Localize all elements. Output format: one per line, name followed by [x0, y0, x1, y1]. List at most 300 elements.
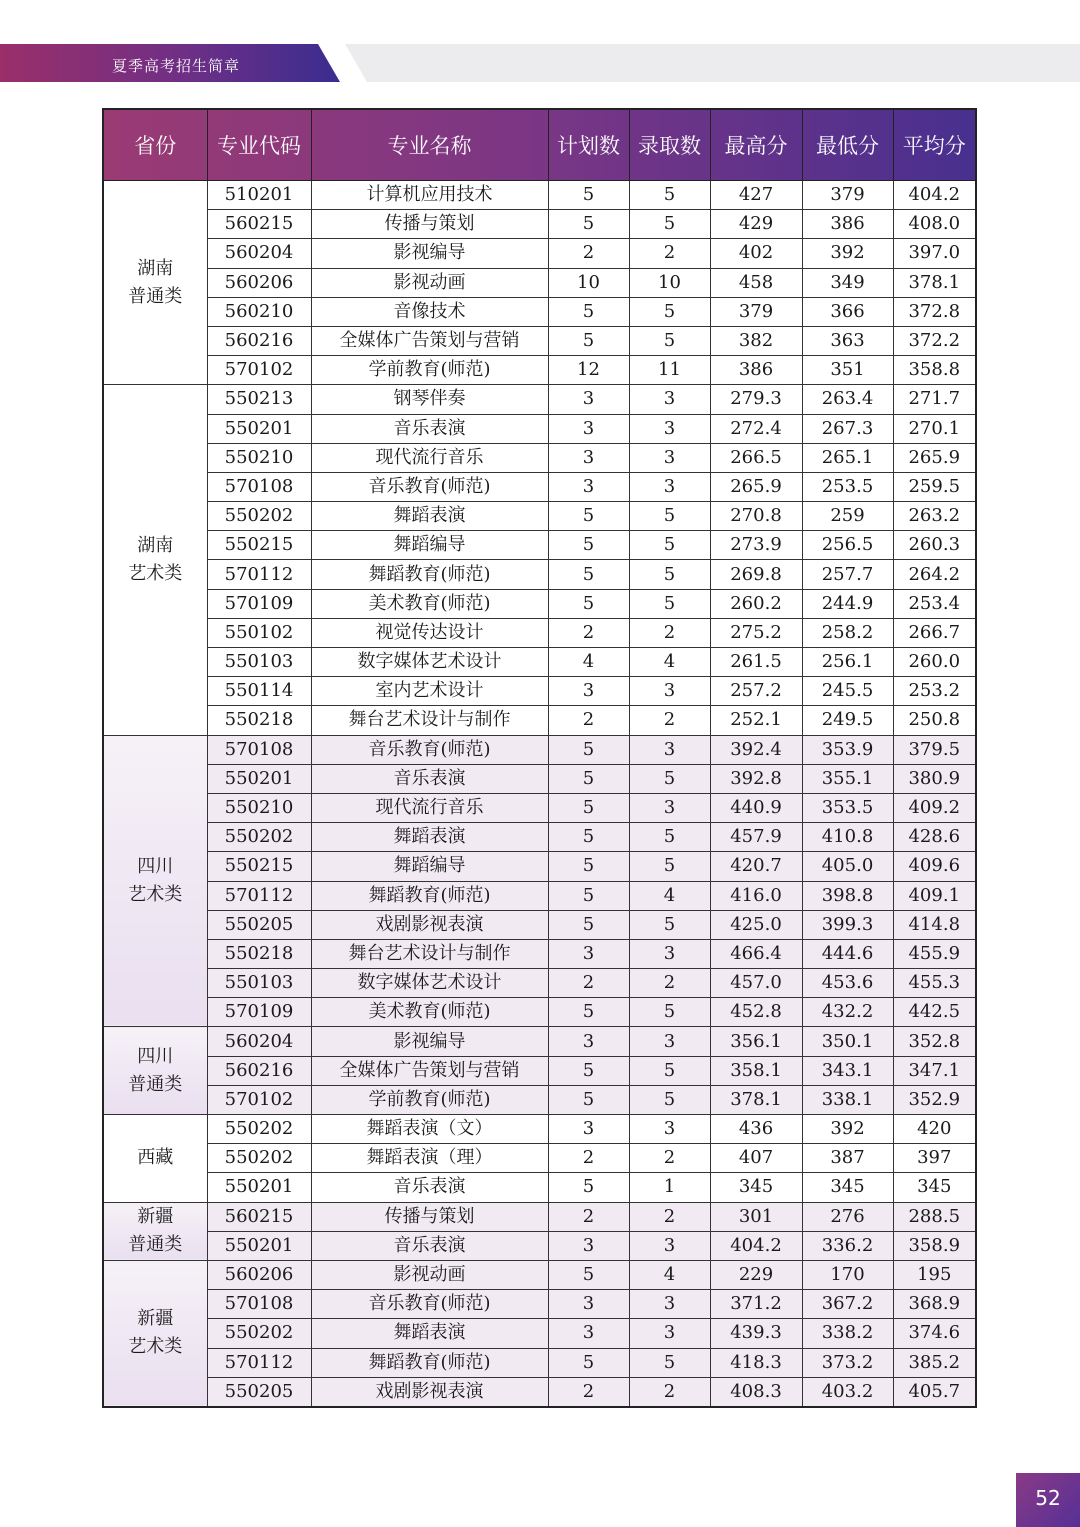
- avg-score-cell: 358.8: [893, 356, 976, 385]
- avg-score-cell: 352.8: [893, 1027, 976, 1056]
- major-code-cell: 550114: [207, 677, 311, 706]
- min-score-cell: 338.1: [802, 1085, 893, 1114]
- admitted-count-cell: 3: [629, 939, 710, 968]
- min-score-cell: 353.5: [802, 793, 893, 822]
- table-row: [103, 414, 976, 443]
- table-row: [103, 560, 976, 589]
- avg-score-cell: 250.8: [893, 706, 976, 735]
- major-name-cell: 全媒体广告策划与营销: [311, 1056, 548, 1085]
- avg-score-cell: 380.9: [893, 764, 976, 793]
- table-row: [103, 326, 976, 355]
- plan-count-cell: 5: [548, 531, 629, 560]
- table-row: [103, 1348, 976, 1377]
- major-name-cell: 音乐表演: [311, 414, 548, 443]
- plan-count-cell: 12: [548, 356, 629, 385]
- admitted-count-cell: 3: [629, 735, 710, 764]
- plan-count-cell: 3: [548, 1027, 629, 1056]
- table-row: [103, 1056, 976, 1085]
- major-code-cell: 550202: [207, 1319, 311, 1348]
- plan-count-cell: 5: [548, 1085, 629, 1114]
- major-code-cell: 550215: [207, 531, 311, 560]
- table-row: [103, 823, 976, 852]
- major-code-cell: 560206: [207, 268, 311, 297]
- major-code-cell: 550202: [207, 823, 311, 852]
- avg-score-cell: 195: [893, 1260, 976, 1289]
- plan-count-cell: 5: [548, 1348, 629, 1377]
- plan-count-cell: 5: [548, 326, 629, 355]
- table-row: [103, 793, 976, 822]
- max-score-cell: 458: [710, 268, 802, 297]
- column-header: 最高分: [710, 109, 802, 181]
- major-name-cell: 影视动画: [311, 1260, 548, 1289]
- province-cell: 新疆 艺术类: [103, 1260, 207, 1406]
- max-score-cell: 407: [710, 1144, 802, 1173]
- plan-count-cell: 3: [548, 443, 629, 472]
- plan-count-cell: 5: [548, 793, 629, 822]
- major-code-cell: 560204: [207, 239, 311, 268]
- major-name-cell: 舞蹈表演: [311, 1319, 548, 1348]
- table-row: [103, 969, 976, 998]
- admitted-count-cell: 5: [629, 1085, 710, 1114]
- major-name-cell: 计算机应用技术: [311, 181, 548, 210]
- avg-score-cell: 288.5: [893, 1202, 976, 1231]
- province-cell: 湖南 艺术类: [103, 385, 207, 735]
- major-code-cell: 570108: [207, 472, 311, 501]
- plan-count-cell: 5: [548, 1056, 629, 1085]
- admitted-count-cell: 2: [629, 1202, 710, 1231]
- avg-score-cell: 404.2: [893, 181, 976, 210]
- table-row: [103, 618, 976, 647]
- admitted-count-cell: 3: [629, 472, 710, 501]
- admitted-count-cell: 5: [629, 910, 710, 939]
- max-score-cell: 378.1: [710, 1085, 802, 1114]
- min-score-cell: 343.1: [802, 1056, 893, 1085]
- major-name-cell: 音像技术: [311, 297, 548, 326]
- min-score-cell: 256.1: [802, 648, 893, 677]
- avg-score-cell: 260.0: [893, 648, 976, 677]
- plan-count-cell: 3: [548, 385, 629, 414]
- min-score-cell: 267.3: [802, 414, 893, 443]
- major-name-cell: 舞蹈表演: [311, 502, 548, 531]
- major-code-cell: 560215: [207, 1202, 311, 1231]
- max-score-cell: 418.3: [710, 1348, 802, 1377]
- max-score-cell: 386: [710, 356, 802, 385]
- max-score-cell: 269.8: [710, 560, 802, 589]
- admitted-count-cell: 11: [629, 356, 710, 385]
- table-row: [103, 1260, 976, 1289]
- column-header: 最低分: [802, 109, 893, 181]
- admitted-count-cell: 5: [629, 210, 710, 239]
- major-code-cell: 560215: [207, 210, 311, 239]
- min-score-cell: 398.8: [802, 881, 893, 910]
- avg-score-cell: 253.2: [893, 677, 976, 706]
- admitted-count-cell: 3: [629, 793, 710, 822]
- avg-score-cell: 442.5: [893, 998, 976, 1027]
- admitted-count-cell: 3: [629, 414, 710, 443]
- major-code-cell: 550205: [207, 1377, 311, 1407]
- major-name-cell: 现代流行音乐: [311, 793, 548, 822]
- major-name-cell: 学前教育(师范): [311, 356, 548, 385]
- plan-count-cell: 3: [548, 677, 629, 706]
- min-score-cell: 355.1: [802, 764, 893, 793]
- column-header: 录取数: [629, 109, 710, 181]
- plan-count-cell: 5: [548, 998, 629, 1027]
- plan-count-cell: 5: [548, 210, 629, 239]
- plan-count-cell: 4: [548, 648, 629, 677]
- table-row: [103, 472, 976, 501]
- avg-score-cell: 428.6: [893, 823, 976, 852]
- avg-score-cell: 409.6: [893, 852, 976, 881]
- column-header: 专业名称: [311, 109, 548, 181]
- major-code-cell: 570108: [207, 735, 311, 764]
- admitted-count-cell: 5: [629, 852, 710, 881]
- major-code-cell: 550218: [207, 939, 311, 968]
- major-code-cell: 570112: [207, 560, 311, 589]
- min-score-cell: 244.9: [802, 589, 893, 618]
- table-row: [103, 852, 976, 881]
- major-name-cell: 音乐教育(师范): [311, 472, 548, 501]
- min-score-cell: 373.2: [802, 1348, 893, 1377]
- major-name-cell: 现代流行音乐: [311, 443, 548, 472]
- table-row: [103, 385, 976, 414]
- admitted-count-cell: 2: [629, 706, 710, 735]
- plan-count-cell: 5: [548, 764, 629, 793]
- table-row: [103, 502, 976, 531]
- max-score-cell: 452.8: [710, 998, 802, 1027]
- major-code-cell: 550218: [207, 706, 311, 735]
- max-score-cell: 436: [710, 1115, 802, 1144]
- max-score-cell: 301: [710, 1202, 802, 1231]
- plan-count-cell: 5: [548, 852, 629, 881]
- major-name-cell: 视觉传达设计: [311, 618, 548, 647]
- admitted-count-cell: 5: [629, 502, 710, 531]
- plan-count-cell: 5: [548, 735, 629, 764]
- plan-count-cell: 10: [548, 268, 629, 297]
- max-score-cell: 429: [710, 210, 802, 239]
- min-score-cell: 265.1: [802, 443, 893, 472]
- major-code-cell: 550103: [207, 648, 311, 677]
- table-row: [103, 706, 976, 735]
- min-score-cell: 259: [802, 502, 893, 531]
- min-score-cell: 350.1: [802, 1027, 893, 1056]
- avg-score-cell: 358.9: [893, 1231, 976, 1260]
- max-score-cell: 279.3: [710, 385, 802, 414]
- plan-count-cell: 5: [548, 502, 629, 531]
- major-code-cell: 550201: [207, 1173, 311, 1202]
- min-score-cell: 392: [802, 239, 893, 268]
- admitted-count-cell: 2: [629, 1377, 710, 1407]
- plan-count-cell: 2: [548, 969, 629, 998]
- major-name-cell: 舞蹈表演（理）: [311, 1144, 548, 1173]
- plan-count-cell: 2: [548, 1377, 629, 1407]
- avg-score-cell: 266.7: [893, 618, 976, 647]
- admitted-count-cell: 5: [629, 181, 710, 210]
- avg-score-cell: 368.9: [893, 1290, 976, 1319]
- table-row: [103, 1144, 976, 1173]
- table-row: [103, 268, 976, 297]
- max-score-cell: 260.2: [710, 589, 802, 618]
- major-name-cell: 音乐表演: [311, 1231, 548, 1260]
- max-score-cell: 466.4: [710, 939, 802, 968]
- min-score-cell: 253.5: [802, 472, 893, 501]
- plan-count-cell: 3: [548, 472, 629, 501]
- major-name-cell: 舞蹈教育(师范): [311, 560, 548, 589]
- major-code-cell: 550102: [207, 618, 311, 647]
- plan-count-cell: 5: [548, 823, 629, 852]
- admitted-count-cell: 5: [629, 326, 710, 355]
- min-score-cell: 432.2: [802, 998, 893, 1027]
- min-score-cell: 367.2: [802, 1290, 893, 1319]
- avg-score-cell: 455.3: [893, 969, 976, 998]
- table-row: [103, 910, 976, 939]
- major-code-cell: 560216: [207, 1056, 311, 1085]
- major-code-cell: 560216: [207, 326, 311, 355]
- major-code-cell: 550205: [207, 910, 311, 939]
- avg-score-cell: 379.5: [893, 735, 976, 764]
- major-code-cell: 550202: [207, 1144, 311, 1173]
- min-score-cell: 392: [802, 1115, 893, 1144]
- major-code-cell: 560204: [207, 1027, 311, 1056]
- major-name-cell: 学前教育(师范): [311, 1085, 548, 1114]
- plan-count-cell: 2: [548, 1144, 629, 1173]
- major-name-cell: 影视动画: [311, 268, 548, 297]
- table-row: [103, 677, 976, 706]
- plan-count-cell: 5: [548, 297, 629, 326]
- min-score-cell: 444.6: [802, 939, 893, 968]
- admitted-count-cell: 5: [629, 297, 710, 326]
- table-row: [103, 1231, 976, 1260]
- table-row: [103, 1173, 976, 1202]
- major-name-cell: 音乐表演: [311, 1173, 548, 1202]
- admitted-count-cell: 3: [629, 1027, 710, 1056]
- plan-count-cell: 5: [548, 589, 629, 618]
- major-code-cell: 550202: [207, 1115, 311, 1144]
- major-name-cell: 舞蹈表演: [311, 823, 548, 852]
- plan-count-cell: 2: [548, 618, 629, 647]
- max-score-cell: 257.2: [710, 677, 802, 706]
- admitted-count-cell: 5: [629, 1348, 710, 1377]
- min-score-cell: 363: [802, 326, 893, 355]
- min-score-cell: 453.6: [802, 969, 893, 998]
- max-score-cell: 457.0: [710, 969, 802, 998]
- major-name-cell: 戏剧影视表演: [311, 910, 548, 939]
- province-cell: 新疆 普通类: [103, 1202, 207, 1260]
- min-score-cell: 353.9: [802, 735, 893, 764]
- admission-table: [102, 108, 977, 1408]
- major-name-cell: 钢琴伴奏: [311, 385, 548, 414]
- min-score-cell: 170: [802, 1260, 893, 1289]
- major-name-cell: 舞蹈教育(师范): [311, 1348, 548, 1377]
- avg-score-cell: 271.7: [893, 385, 976, 414]
- major-code-cell: 550202: [207, 502, 311, 531]
- page-number: 52: [1035, 1486, 1061, 1510]
- admitted-count-cell: 3: [629, 1290, 710, 1319]
- major-code-cell: 570108: [207, 1290, 311, 1319]
- max-score-cell: 272.4: [710, 414, 802, 443]
- table-row: [103, 1377, 976, 1407]
- avg-score-cell: 372.2: [893, 326, 976, 355]
- max-score-cell: 273.9: [710, 531, 802, 560]
- plan-count-cell: 5: [548, 1260, 629, 1289]
- table-row: [103, 181, 976, 210]
- table-row: [103, 939, 976, 968]
- major-name-cell: 全媒体广告策划与营销: [311, 326, 548, 355]
- major-name-cell: 美术教育(师范): [311, 998, 548, 1027]
- table-row: [103, 735, 976, 764]
- plan-count-cell: 5: [548, 910, 629, 939]
- major-name-cell: 舞台艺术设计与制作: [311, 939, 548, 968]
- table-row: [103, 648, 976, 677]
- major-code-cell: 570112: [207, 1348, 311, 1377]
- table-header-row: [103, 109, 976, 181]
- plan-count-cell: 5: [548, 181, 629, 210]
- min-score-cell: 249.5: [802, 706, 893, 735]
- avg-score-cell: 378.1: [893, 268, 976, 297]
- plan-count-cell: 5: [548, 1173, 629, 1202]
- max-score-cell: 392.8: [710, 764, 802, 793]
- table-row: [103, 1290, 976, 1319]
- header-banner-gray: [345, 44, 1080, 82]
- column-header: 计划数: [548, 109, 629, 181]
- plan-count-cell: 2: [548, 1202, 629, 1231]
- major-code-cell: 550210: [207, 443, 311, 472]
- avg-score-cell: 372.8: [893, 297, 976, 326]
- avg-score-cell: 420: [893, 1115, 976, 1144]
- max-score-cell: 345: [710, 1173, 802, 1202]
- min-score-cell: 257.7: [802, 560, 893, 589]
- table-row: [103, 1027, 976, 1056]
- table-row: [103, 1319, 976, 1348]
- min-score-cell: 351: [802, 356, 893, 385]
- avg-score-cell: 265.9: [893, 443, 976, 472]
- major-code-cell: 510201: [207, 181, 311, 210]
- avg-score-cell: 253.4: [893, 589, 976, 618]
- min-score-cell: 403.2: [802, 1377, 893, 1407]
- min-score-cell: 366: [802, 297, 893, 326]
- max-score-cell: 252.1: [710, 706, 802, 735]
- max-score-cell: 261.5: [710, 648, 802, 677]
- max-score-cell: 440.9: [710, 793, 802, 822]
- avg-score-cell: 414.8: [893, 910, 976, 939]
- plan-count-cell: 2: [548, 239, 629, 268]
- admitted-count-cell: 5: [629, 560, 710, 589]
- max-score-cell: 404.2: [710, 1231, 802, 1260]
- admitted-count-cell: 5: [629, 764, 710, 793]
- plan-count-cell: 5: [548, 560, 629, 589]
- major-code-cell: 570102: [207, 356, 311, 385]
- table-row: [103, 297, 976, 326]
- min-score-cell: 345: [802, 1173, 893, 1202]
- major-name-cell: 戏剧影视表演: [311, 1377, 548, 1407]
- min-score-cell: 258.2: [802, 618, 893, 647]
- table-row: [103, 531, 976, 560]
- max-score-cell: 392.4: [710, 735, 802, 764]
- max-score-cell: 408.3: [710, 1377, 802, 1407]
- admitted-count-cell: 2: [629, 618, 710, 647]
- admitted-count-cell: 2: [629, 239, 710, 268]
- table-row: [103, 1115, 976, 1144]
- min-score-cell: 386: [802, 210, 893, 239]
- major-name-cell: 舞蹈编导: [311, 852, 548, 881]
- avg-score-cell: 385.2: [893, 1348, 976, 1377]
- major-name-cell: 传播与策划: [311, 1202, 548, 1231]
- min-score-cell: 276: [802, 1202, 893, 1231]
- major-code-cell: 550201: [207, 764, 311, 793]
- min-score-cell: 405.0: [802, 852, 893, 881]
- province-cell: 西藏: [103, 1115, 207, 1203]
- table-row: [103, 1202, 976, 1231]
- avg-score-cell: 408.0: [893, 210, 976, 239]
- max-score-cell: 270.8: [710, 502, 802, 531]
- admitted-count-cell: 5: [629, 998, 710, 1027]
- major-code-cell: 560206: [207, 1260, 311, 1289]
- table-row: [103, 210, 976, 239]
- admitted-count-cell: 3: [629, 677, 710, 706]
- major-name-cell: 舞台艺术设计与制作: [311, 706, 548, 735]
- admitted-count-cell: 5: [629, 1056, 710, 1085]
- admitted-count-cell: 3: [629, 1115, 710, 1144]
- admitted-count-cell: 3: [629, 443, 710, 472]
- max-score-cell: 425.0: [710, 910, 802, 939]
- table-row: [103, 239, 976, 268]
- max-score-cell: 358.1: [710, 1056, 802, 1085]
- min-score-cell: 410.8: [802, 823, 893, 852]
- province-cell: 四川 艺术类: [103, 735, 207, 1027]
- max-score-cell: 229: [710, 1260, 802, 1289]
- table-row: [103, 764, 976, 793]
- min-score-cell: 256.5: [802, 531, 893, 560]
- max-score-cell: 266.5: [710, 443, 802, 472]
- plan-count-cell: 3: [548, 939, 629, 968]
- admitted-count-cell: 3: [629, 1319, 710, 1348]
- table-row: [103, 443, 976, 472]
- min-score-cell: 336.2: [802, 1231, 893, 1260]
- admitted-count-cell: 3: [629, 385, 710, 414]
- table-row: [103, 1085, 976, 1114]
- column-header: 省份: [103, 109, 207, 181]
- major-name-cell: 室内艺术设计: [311, 677, 548, 706]
- table-row: [103, 881, 976, 910]
- plan-count-cell: 3: [548, 414, 629, 443]
- avg-score-cell: 397.0: [893, 239, 976, 268]
- max-score-cell: 265.9: [710, 472, 802, 501]
- major-code-cell: 570109: [207, 589, 311, 618]
- max-score-cell: 275.2: [710, 618, 802, 647]
- admitted-count-cell: 5: [629, 589, 710, 618]
- avg-score-cell: 405.7: [893, 1377, 976, 1407]
- major-name-cell: 舞蹈教育(师范): [311, 881, 548, 910]
- min-score-cell: 245.5: [802, 677, 893, 706]
- avg-score-cell: 270.1: [893, 414, 976, 443]
- admitted-count-cell: 5: [629, 531, 710, 560]
- max-score-cell: 402: [710, 239, 802, 268]
- max-score-cell: 379: [710, 297, 802, 326]
- avg-score-cell: 264.2: [893, 560, 976, 589]
- avg-score-cell: 409.2: [893, 793, 976, 822]
- min-score-cell: 349: [802, 268, 893, 297]
- admitted-count-cell: 5: [629, 823, 710, 852]
- major-code-cell: 550210: [207, 793, 311, 822]
- min-score-cell: 379: [802, 181, 893, 210]
- major-name-cell: 舞蹈表演（文）: [311, 1115, 548, 1144]
- plan-count-cell: 3: [548, 1290, 629, 1319]
- plan-count-cell: 2: [548, 706, 629, 735]
- column-header: 平均分: [893, 109, 976, 181]
- min-score-cell: 399.3: [802, 910, 893, 939]
- avg-score-cell: 409.1: [893, 881, 976, 910]
- table-row: [103, 998, 976, 1027]
- max-score-cell: 439.3: [710, 1319, 802, 1348]
